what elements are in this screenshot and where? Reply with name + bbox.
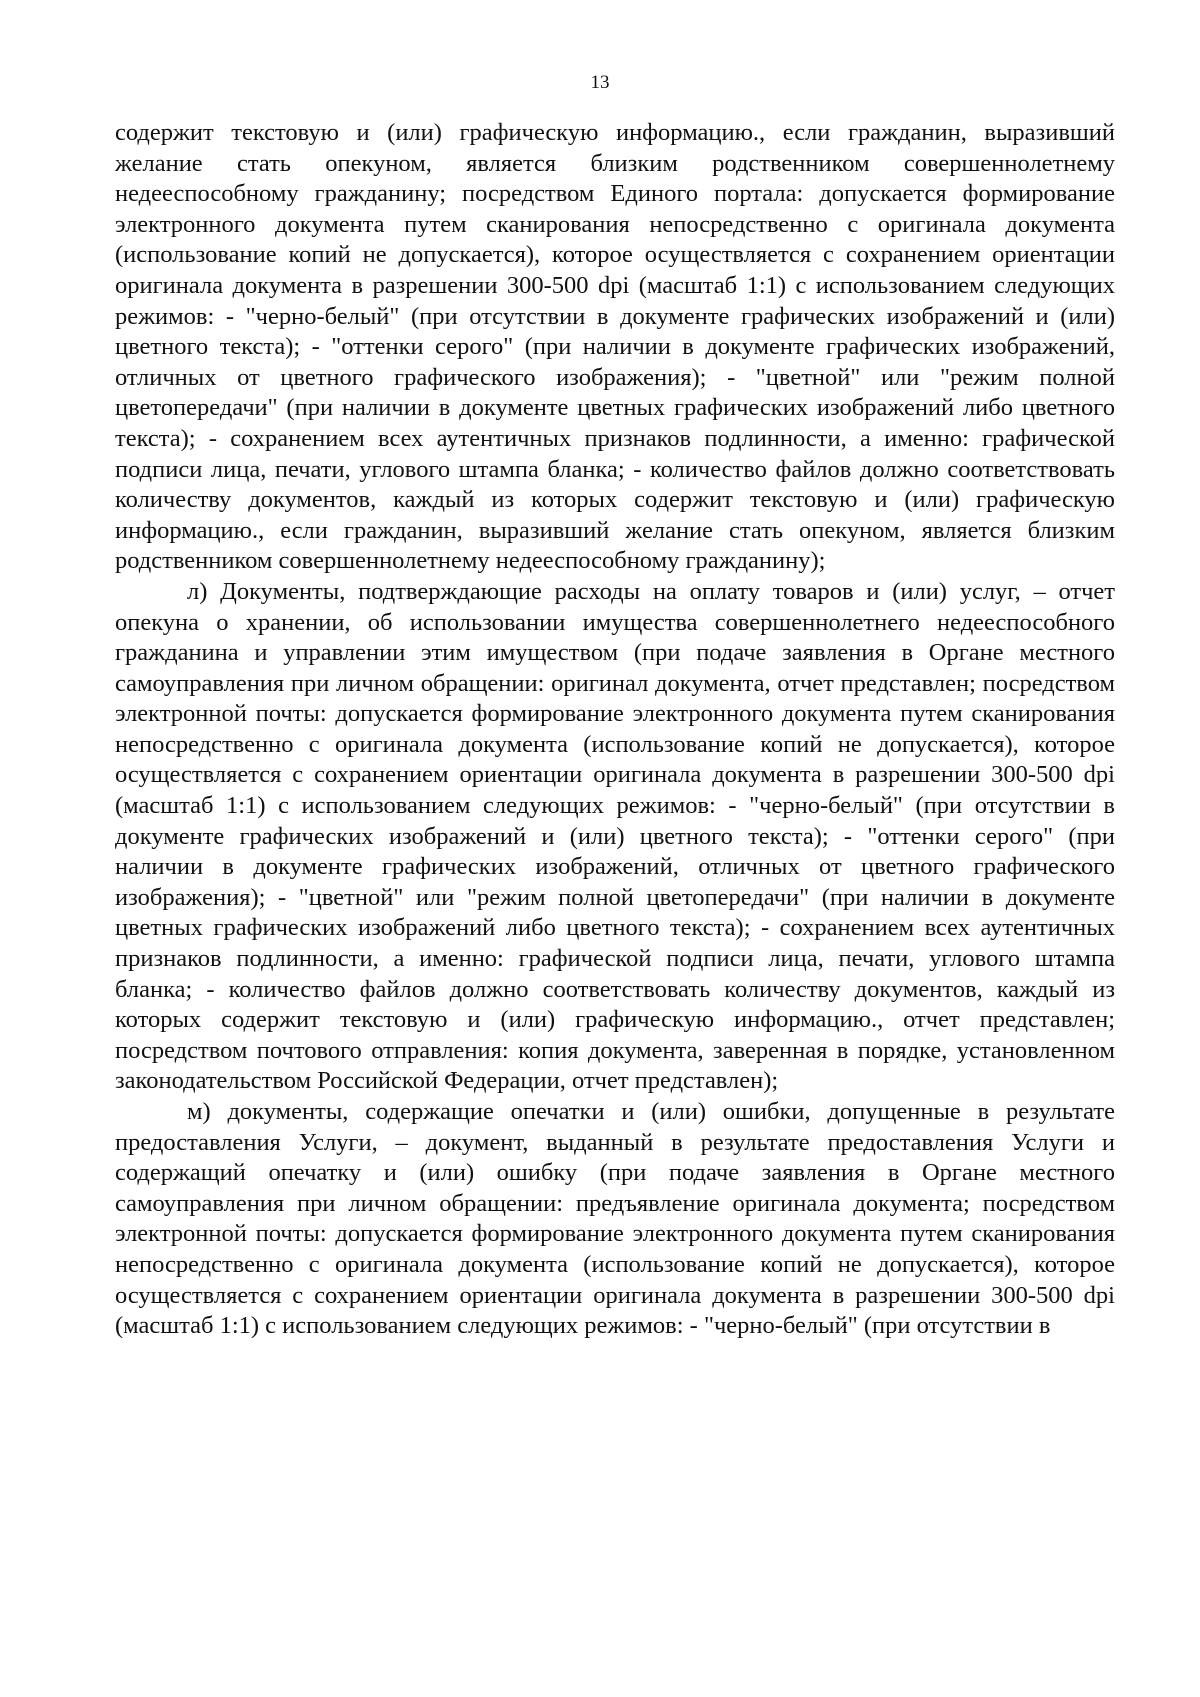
paragraph-item-l: л) Документы, подтверждающие расходы на оплату товаров и (или) услуг, – отчет опекуна о хранении, об использовании имущества совершеннолетнего недееспособного гражданина и управлении этим имуществом (при подаче заявления в Органе местного самоуправления при личном обращении: оригинал документа, отчет представлен; посредством электронной почты: допускается формирование электронного документа путем сканирования непосредственно с оригинала документа (использование копий не допускается), которое осуществляется с сохранением ориентации оригинала документа в разрешении 300-500 dpi (масштаб 1:1) с использованием следующих режимов: - "черно-белый" (при отсутствии в документе графических изображений и (или) цветного текста); - "оттенки серого" (при наличии в документе графических изображений, отличных от цветного графического изображения); - "цветной" или "режим полной цветопередачи" (при наличии в документе цветных графических изображений либо цветного текста); - сохранением всех аутентичных признаков подлинности, а именно: графической подписи лица, печати, углового штампа бланка; - количество файлов должно соответствовать количеству документов, каждый из которых содержит текстовую и (или) графическую информацию., отчет представлен; посредством почтового отправления: копия документа, заверенная в порядке, установленном законодательством Российской Федерации, отчет представлен); [115, 577, 1115, 1095]
paragraph-continuation: содержит текстовую и (или) графическую информацию., если гражданин, выразивший желание стать опекуном, является близким родственником совершеннолетнему недееспособному гражданину; посредством Единого портала: допускается формирование электронного документа путем сканирования непосредственно с оригинала документа (использование копий не допускается), которое осуществляется с сохранением ориентации оригинала документа в разрешении 300-500 dpi (масштаб 1:1) с использованием следующих режимов: - "черно-белый" (при отсутствии в документе графических изображений и (или) цветного текста); - "оттенки серого" (при наличии в документе графических изображений, отличных от цветного графического изображения); - "цветной" или "режим полной цветопередачи" (при наличии в документе цветных графических изображений либо цветного текста); - сохранением всех аутентичных признаков подлинности, а именно: графической подписи лица, печати, углового штампа бланка; - количество файлов должно соответствовать количеству документов, каждый из которых содержит текстовую и (или) графическую информацию., если гражданин, выразивший желание стать опекуном, является близким родственником совершеннолетнему недееспособному гражданину); [115, 119, 1115, 575]
document-body [115, 118, 1115, 1342]
page-number: 13 [590, 72, 610, 93]
paragraph-item-m: м) документы, содержащие опечатки и (или) ошибки, допущенные в результате предоставления Услуги, – документ, выданный в результате предоставления Услуги и содержащий опечатку и (или) ошибку (при подаче заявления в Органе местного самоуправления при личном обращении: предъявление оригинала документа; посредством электронной почты: допускается формирование электронного документа путем сканирования непосредственно с оригинала документа (использование копий не допускается), которое осуществляется с сохранением ориентации оригинала документа в разрешении 300-500 dpi (масштаб 1:1) с использованием следующих режимов: - "черно-белый" (при отсутствии в [115, 1098, 1115, 1340]
